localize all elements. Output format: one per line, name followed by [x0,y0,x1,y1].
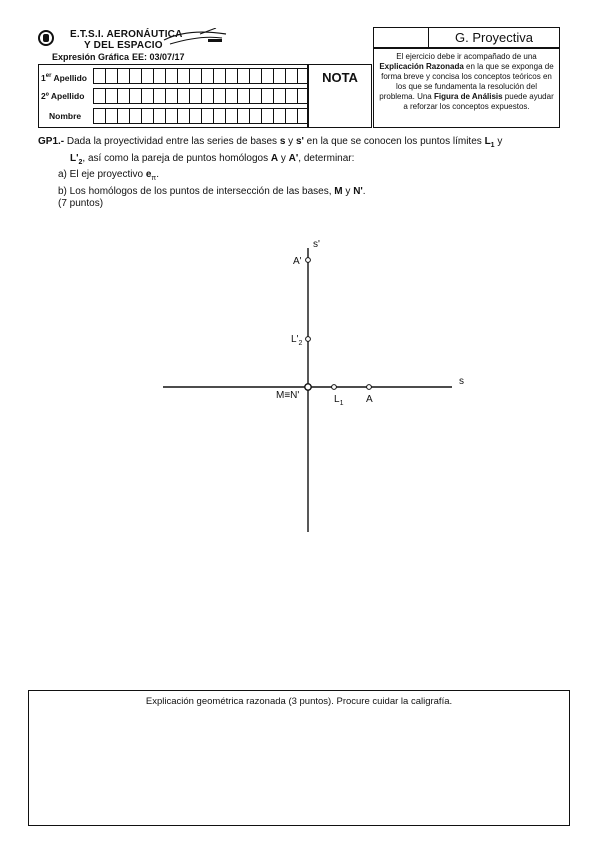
answer-box[interactable] [28,690,570,826]
answer-box-title: Explicación geométrica razonada (3 puntos). Procure cuidar la caligrafía. [145,696,453,707]
school-line-2: Y DEL ESPACIO [84,40,163,51]
school-line-1: E.T.S.I. AERONÁUTICA [70,29,183,40]
point-L2-prime [306,337,311,342]
department-label: Expresión Gráfica [52,52,130,62]
problem-statement: GP1.- Dada la proyectividad entre las series de bases s y s' en la que se conocen los puntos límites $L_1$ y $L'_2$, así como la pareja de puntos homólogos A y A', determinar: a) El eje proyectivo $e_\pi$. b) Los homólogos de los puntos de intersección de las bases, M y N'. (7 puntos) [38,136,563,211]
exam-date: EE: 03/07/17 [132,52,185,62]
point-A-prime [306,258,311,263]
label-A: A [366,394,373,405]
subject-title: G. Proyectiva [428,27,560,48]
label-s: s [459,376,464,387]
label-s-prime: s' [313,239,320,250]
instructions-box: El ejercicio debe ir acompañado de una Explicación Razonada en la que se exponga de forma breve y concisa los conceptos teóricos en los que se fundamenta la resolución del problema. Una Figura de Análisis puede ayudar a reforzar los conceptos expuestos. [373,48,560,128]
grade-label: NOTA [322,70,358,85]
label-L2-prime: $L'_2$ [291,334,303,347]
points-label: (7 puntos) [58,198,104,209]
problem-id: GP1.- [38,136,65,147]
first-name-label: Nombre [49,111,82,121]
item-b: b) Los homólogos de los puntos de intersección de las bases, M y N'. [58,185,366,197]
point-L1 [332,385,337,390]
second-surname-label: 2º Apellido [41,91,85,101]
label-M-N-prime: M≡N' [276,390,300,401]
item-a: a) El eje proyectivo $e_\pi$. [58,169,160,182]
first-surname-label: 1er Apellido [41,72,87,83]
point-A [367,385,372,390]
point-M-N-prime [305,384,311,390]
label-L1: $L_1$ [334,394,344,407]
label-A-prime: A' [293,256,302,267]
